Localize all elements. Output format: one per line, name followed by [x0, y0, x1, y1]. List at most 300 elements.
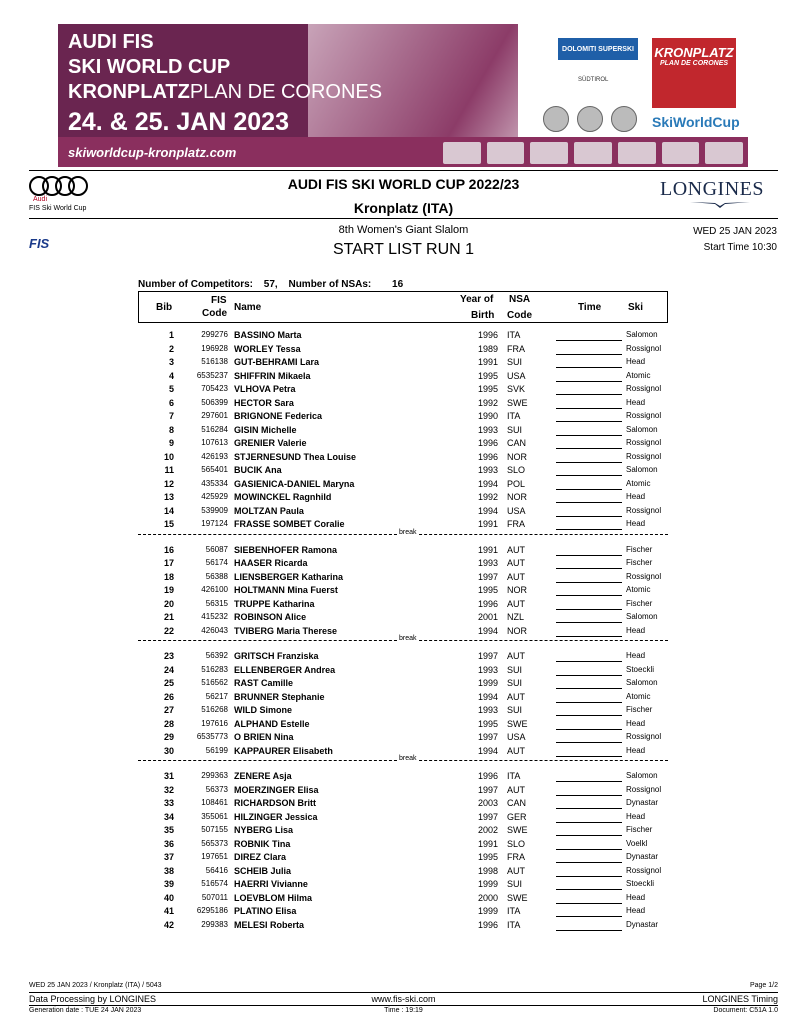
time-blank: [556, 506, 622, 517]
nsa-code: SUI: [507, 705, 523, 715]
athlete-name: ELLENBERGER Andrea: [234, 664, 336, 675]
time-blank: [556, 371, 622, 382]
table-row: [0, 558, 807, 571]
table-row: [0, 506, 807, 519]
col-birth: Birth: [471, 310, 495, 321]
athlete-name: TVIBERG Maria Therese: [234, 625, 338, 636]
ski-brand: Rossignol: [626, 384, 662, 393]
nsa-code: FRA: [507, 852, 525, 862]
header-rule-2: [29, 218, 778, 219]
fis-code: 539909: [201, 505, 228, 515]
time-blank: [556, 572, 622, 583]
audi-brand: Audi: [33, 196, 48, 203]
col-nsa: NSA: [509, 294, 531, 305]
kronplatz-logo: KRONPLATZ PLAN DE CORONES: [652, 38, 736, 108]
athlete-name: HECTOR Sara: [234, 397, 294, 408]
athlete-name: FRASSE SOMBET Coralie: [234, 519, 345, 529]
col-year-of: Year of: [460, 294, 494, 305]
bib: 23: [163, 651, 174, 661]
nsa-code: ITA: [507, 771, 521, 781]
nsa-code: FRA: [507, 519, 525, 529]
nsa-code: AUT: [507, 784, 525, 795]
ski-brand: Dynastar: [626, 852, 659, 861]
table-row: [0, 866, 807, 879]
time-blank: [556, 398, 622, 409]
bib: 14: [163, 505, 174, 516]
bib: 30: [163, 745, 174, 756]
table-row: [0, 920, 807, 933]
ski-brand: Stoeckli: [626, 664, 655, 674]
footer-rule-2: [29, 1005, 778, 1006]
athlete-name: ROBNIK Tina: [234, 838, 291, 849]
footer-website[interactable]: www.fis-ski.com: [371, 994, 436, 1004]
fis-code: 516284: [201, 424, 228, 434]
table-row: [0, 411, 807, 424]
time-blank: [556, 344, 622, 355]
time-blank: [556, 626, 622, 637]
footer-time: Time : 19:19: [384, 1007, 423, 1014]
fis-code: 516283: [201, 664, 228, 674]
ski-brand: Rossignol: [626, 438, 662, 447]
fis-code: 6535773: [196, 732, 228, 741]
ski-brand: Rossignol: [626, 451, 662, 461]
ski-brand: Rossignol: [626, 505, 662, 515]
table-row: [0, 812, 807, 825]
table-row: [0, 479, 807, 492]
table-row: [0, 839, 807, 852]
birth-year: 1996: [477, 771, 498, 781]
time-blank: [556, 465, 622, 476]
birth-year: 1991: [477, 357, 498, 367]
footer-page: Page 1/2: [749, 982, 778, 989]
ski-brand: Rossignol: [626, 411, 662, 420]
nsa-code: NOR: [507, 585, 527, 595]
dolomiti-logo: DOLOMITI SUPERSKI: [558, 38, 638, 60]
nsa-code: GER: [507, 811, 527, 822]
longines-wings-icon: [690, 199, 750, 209]
birth-year: 1991: [477, 519, 498, 529]
time-blank: [556, 678, 622, 689]
birth-year: 1993: [477, 705, 498, 715]
nsa-code: SWE: [507, 892, 528, 903]
fis-code: 299363: [201, 771, 228, 780]
athlete-name: LIENSBERGER Katharina: [234, 571, 344, 582]
table-row: [0, 705, 807, 718]
bib: 42: [163, 919, 174, 930]
col-ski: Ski: [628, 302, 644, 313]
nsa-code: SUI: [507, 879, 523, 889]
time-blank: [556, 545, 622, 556]
table-row: [0, 665, 807, 678]
nsa-code: NOR: [507, 492, 527, 502]
fis-code: 6295186: [196, 906, 228, 915]
time-blank: [556, 719, 622, 730]
fis-code: 197651: [201, 852, 228, 861]
fis-code: 56315: [205, 598, 228, 608]
ski-brand: Head: [626, 492, 646, 501]
nsa-code: AUT: [507, 651, 525, 661]
athlete-name: SIEBENHOFER Ramona: [234, 544, 338, 555]
table-row: [0, 344, 807, 357]
footer-rule: [29, 992, 778, 993]
nsa-code: AUT: [507, 598, 525, 609]
skiworldcup-logo: SkiWorldCup: [652, 114, 740, 130]
birth-year: 1995: [477, 384, 498, 394]
athlete-name: BASSINO Marta: [234, 330, 302, 340]
ski-brand: Head: [626, 718, 646, 728]
bib: 28: [163, 718, 174, 729]
race-name: 8th Women's Giant Slalom: [338, 224, 469, 236]
athlete-name: KAPPAURER Elisabeth: [234, 745, 333, 756]
ski-brand: Atomic: [626, 691, 651, 701]
bib: 26: [163, 691, 174, 702]
time-blank: [556, 692, 622, 703]
ski-brand: Fischer: [626, 598, 653, 608]
time-blank: [556, 812, 622, 823]
table-row: [0, 893, 807, 906]
time-blank: [556, 732, 622, 743]
fis-code: 108461: [201, 798, 228, 807]
ski-brand: Head: [626, 745, 646, 755]
nsa-code: NOR: [507, 625, 527, 636]
sponsor-seals: [543, 106, 637, 132]
fis-code: 56392: [205, 651, 228, 660]
fis-code: 197616: [201, 718, 228, 728]
athlete-name: GUT-BEHRAMI Lara: [234, 357, 320, 367]
nsa-code: SLO: [507, 465, 526, 475]
birth-year: 1997: [477, 571, 498, 582]
nsa-code: AUT: [507, 691, 525, 702]
race-date: WED 25 JAN 2023: [693, 226, 777, 237]
time-blank: [556, 798, 622, 809]
fis-code: 415232: [201, 612, 228, 621]
col-name: Name: [234, 302, 262, 313]
time-blank: [556, 771, 622, 782]
col-fis-code: Code: [202, 308, 227, 319]
birth-year: 1994: [477, 505, 498, 516]
ski-brand: Voelkl: [626, 838, 648, 848]
birth-year: 1993: [477, 424, 498, 435]
ski-brand: Head: [626, 519, 646, 528]
nsa-code: FRA: [507, 343, 525, 354]
ski-brand: Head: [626, 811, 646, 821]
nsa-code: POL: [507, 478, 526, 489]
bib: 21: [163, 612, 174, 622]
nsa-code: SVK: [507, 384, 526, 394]
ski-brand: Salomon: [626, 330, 658, 339]
bib: 25: [163, 678, 174, 688]
longines-logo: LONGINES: [660, 178, 764, 200]
bib: 24: [163, 664, 174, 675]
time-blank: [556, 438, 622, 449]
birth-year: 1996: [477, 919, 498, 930]
athlete-name: WILD Simone: [234, 705, 292, 715]
ski-brand: Atomic: [626, 478, 651, 488]
time-blank: [556, 599, 622, 610]
event-title: AUDI FIS SKI WORLD CUP 2022/23: [287, 176, 520, 192]
athlete-name: RAST Camille: [234, 678, 294, 688]
banner-dates: 24. & 25. JAN 2023: [68, 108, 289, 136]
fis-code: 355061: [201, 811, 228, 821]
nsa-code: AUT: [507, 544, 525, 555]
banner-line1: AUDI FIS: [68, 31, 154, 53]
time-blank: [556, 893, 622, 904]
time-blank: [556, 839, 622, 850]
ski-brand: Head: [626, 397, 646, 407]
birth-year: 1995: [477, 852, 498, 862]
bib: 22: [163, 625, 174, 636]
nsa-code: SWE: [507, 397, 528, 408]
bib: 7: [168, 411, 174, 421]
table-row: [0, 651, 807, 664]
time-blank: [556, 665, 622, 676]
birth-year: 1991: [477, 544, 498, 555]
bib: 16: [163, 544, 174, 555]
fis-code: 56217: [205, 691, 228, 701]
banner-line2: SKI WORLD CUP: [68, 56, 231, 78]
fis-code: 516138: [201, 357, 228, 366]
nsa-code: SUI: [507, 664, 523, 675]
athlete-name: HILZINGER Jessica: [234, 811, 318, 822]
time-blank: [556, 357, 622, 368]
birth-year: 1995: [477, 370, 498, 381]
nsa-code: AUT: [507, 571, 525, 582]
break-label: break: [399, 635, 417, 642]
nsa-code: USA: [507, 732, 526, 742]
birth-year: 1998: [477, 865, 498, 876]
birth-year: 1999: [477, 906, 498, 916]
col-bib: Bib: [156, 302, 173, 313]
athlete-name: LOEVBLOM Hilma: [234, 892, 313, 903]
athlete-name: ZENERE Asja: [234, 771, 292, 781]
nsa-code: SUI: [507, 357, 523, 367]
birth-year: 1999: [477, 678, 498, 688]
break-label: break: [399, 528, 417, 536]
bib: 6: [168, 397, 174, 408]
ski-brand: Head: [626, 892, 646, 902]
time-blank: [556, 785, 622, 796]
bib: 12: [163, 478, 174, 489]
break-label: break: [399, 755, 417, 762]
bib: 32: [163, 784, 174, 795]
table-row: [0, 585, 807, 598]
ski-brand: Salomon: [626, 678, 658, 687]
birth-year: 2003: [477, 798, 498, 808]
bib: 37: [163, 852, 174, 862]
ski-brand: Salomon: [626, 424, 658, 434]
nsa-code: NZL: [507, 612, 525, 622]
bib: 3: [168, 357, 174, 367]
table-row: [0, 612, 807, 625]
time-blank: [556, 585, 622, 596]
ski-brand: Fischer: [626, 544, 653, 554]
ski-brand: Salomon: [626, 612, 658, 621]
birth-year: 1992: [477, 492, 498, 502]
fis-code: 516574: [201, 879, 228, 888]
ski-brand: Dynastar: [626, 798, 659, 807]
nsa-code: AUT: [507, 558, 525, 568]
fis-code: 565373: [201, 838, 228, 848]
bib: 31: [163, 771, 174, 781]
table-row: [0, 398, 807, 411]
fis-code: 56087: [205, 544, 228, 554]
birth-year: 1993: [477, 465, 498, 475]
ski-brand: Salomon: [626, 465, 658, 474]
fis-code: 516268: [201, 705, 228, 714]
table-row: [0, 785, 807, 798]
table-row: [0, 572, 807, 585]
bib: 33: [163, 798, 174, 808]
nsa-code: SLO: [507, 838, 526, 849]
table-row: [0, 825, 807, 838]
fis-code: 506399: [201, 397, 228, 407]
birth-year: 1997: [477, 732, 498, 742]
list-title: START LIST RUN 1: [332, 241, 475, 258]
birth-year: 1996: [477, 438, 498, 448]
birth-year: 1994: [477, 745, 498, 756]
fis-code: 56373: [205, 784, 228, 794]
athlete-name: SCHEIB Julia: [234, 865, 292, 876]
birth-year: 1991: [477, 838, 498, 849]
athlete-name: BRUNNER Stephanie: [234, 691, 325, 702]
birth-year: 1990: [477, 411, 498, 421]
ski-brand: Atomic: [626, 370, 651, 380]
athlete-name: BUCIK Ana: [234, 465, 282, 475]
nsa-code: SUI: [507, 424, 523, 435]
birth-year: 2002: [477, 825, 498, 835]
bib: 4: [168, 370, 174, 381]
table-row: [0, 465, 807, 478]
bib: 36: [163, 838, 174, 849]
ski-brand: Dynastar: [626, 919, 659, 929]
col-fis: FIS: [211, 295, 227, 306]
fis-code: 196928: [201, 343, 228, 353]
bib: 18: [163, 571, 174, 582]
athlete-name: MOLTZAN Paula: [234, 505, 304, 516]
banner-line3: KRONPLATZPLAN DE CORONES: [68, 81, 383, 103]
table-row: [0, 599, 807, 612]
bib: 35: [163, 825, 174, 835]
birth-year: 1992: [477, 397, 498, 408]
ski-brand: Rossignol: [626, 343, 662, 353]
banner-url: skiworldcup-kronplatz.com: [68, 145, 237, 160]
footer-timing: LONGINES Timing: [702, 994, 778, 1004]
table-row: [0, 452, 807, 465]
table-row: [0, 545, 807, 558]
bib: 1: [168, 330, 174, 340]
athlete-name: MOWINCKEL Ragnhild: [234, 492, 332, 502]
birth-year: 1994: [477, 691, 498, 702]
fis-code: 435334: [201, 478, 228, 488]
athlete-name: BRIGNONE Federica: [234, 411, 323, 421]
time-blank: [556, 852, 622, 863]
birth-year: 1996: [477, 598, 498, 609]
fis-code: 426043: [201, 625, 228, 635]
bib: 17: [163, 558, 174, 568]
bib: 27: [163, 705, 174, 715]
athlete-name: RICHARDSON Britt: [234, 798, 316, 808]
ski-brand: Rossignol: [626, 571, 662, 581]
birth-year: 1994: [477, 625, 498, 636]
birth-year: 1996: [477, 451, 498, 462]
start-time: Start Time 10:30: [703, 242, 777, 253]
time-blank: [556, 651, 622, 662]
seal-icon: [543, 106, 569, 132]
bib: 2: [168, 343, 174, 354]
audi-subtitle: FIS Ski World Cup: [29, 205, 87, 212]
birth-year: 1989: [477, 343, 498, 354]
table-row: [0, 771, 807, 784]
athlete-name: TRUPPE Katharina: [234, 598, 315, 609]
bib: 40: [163, 892, 174, 903]
athlete-name: WORLEY Tessa: [234, 343, 301, 354]
ski-brand: Fischer: [626, 705, 653, 714]
fis-code: 705423: [201, 384, 228, 393]
bib: 8: [168, 424, 174, 435]
ski-brand: Head: [626, 357, 646, 366]
bib: 39: [163, 879, 174, 889]
table-row: [0, 371, 807, 384]
ski-brand: Rossignol: [626, 732, 662, 741]
ski-brand: Fischer: [626, 558, 653, 567]
fis-code: 507155: [201, 825, 228, 834]
birth-year: 1995: [477, 585, 498, 595]
col-time: Time: [578, 302, 602, 313]
col-nsa-code: Code: [507, 310, 532, 321]
birth-year: 1997: [477, 651, 498, 661]
table-row: [0, 330, 807, 343]
bib: 34: [163, 811, 174, 822]
table-row: [0, 732, 807, 745]
birth-year: 1997: [477, 784, 498, 795]
nsa-code: ITA: [507, 919, 521, 930]
birth-year: 1995: [477, 718, 498, 729]
fis-code: 56416: [205, 865, 228, 875]
sponsor-logos: [443, 142, 743, 164]
nsa-code: AUT: [507, 745, 525, 756]
nsa-code: SWE: [507, 718, 528, 729]
athlete-name: GISIN Michelle: [234, 424, 297, 435]
header-rule: [29, 170, 778, 171]
birth-year: 2000: [477, 892, 498, 903]
fis-code: 425929: [201, 492, 228, 501]
time-blank: [556, 384, 622, 395]
athlete-name: HAASER Ricarda: [234, 558, 308, 568]
ski-brand: Fischer: [626, 825, 653, 834]
fis-logo: FIS: [29, 236, 50, 251]
athlete-name: NYBERG Lisa: [234, 825, 294, 835]
birth-year: 2001: [477, 612, 498, 622]
table-row: [0, 438, 807, 451]
table-row: [0, 357, 807, 370]
ski-brand: Salomon: [626, 771, 658, 780]
nsa-code: USA: [507, 505, 526, 516]
footer-info: WED 25 JAN 2023 / Kronplatz (ITA) / 5043: [29, 982, 162, 989]
bib: 9: [168, 438, 174, 448]
athlete-name: GRENIER Valerie: [234, 438, 307, 448]
bib: 5: [168, 384, 174, 394]
ski-brand: Head: [626, 906, 646, 915]
athlete-name: ROBINSON Alice: [234, 612, 307, 622]
athlete-name: HOLTMANN Mina Fuerst: [234, 585, 338, 595]
fis-code: 56388: [205, 571, 228, 581]
fis-code: 6535237: [196, 370, 228, 380]
nsa-code: CAN: [507, 438, 527, 448]
time-blank: [556, 920, 622, 931]
bib: 38: [163, 865, 174, 876]
time-blank: [556, 425, 622, 436]
nsa-code: CAN: [507, 798, 527, 808]
